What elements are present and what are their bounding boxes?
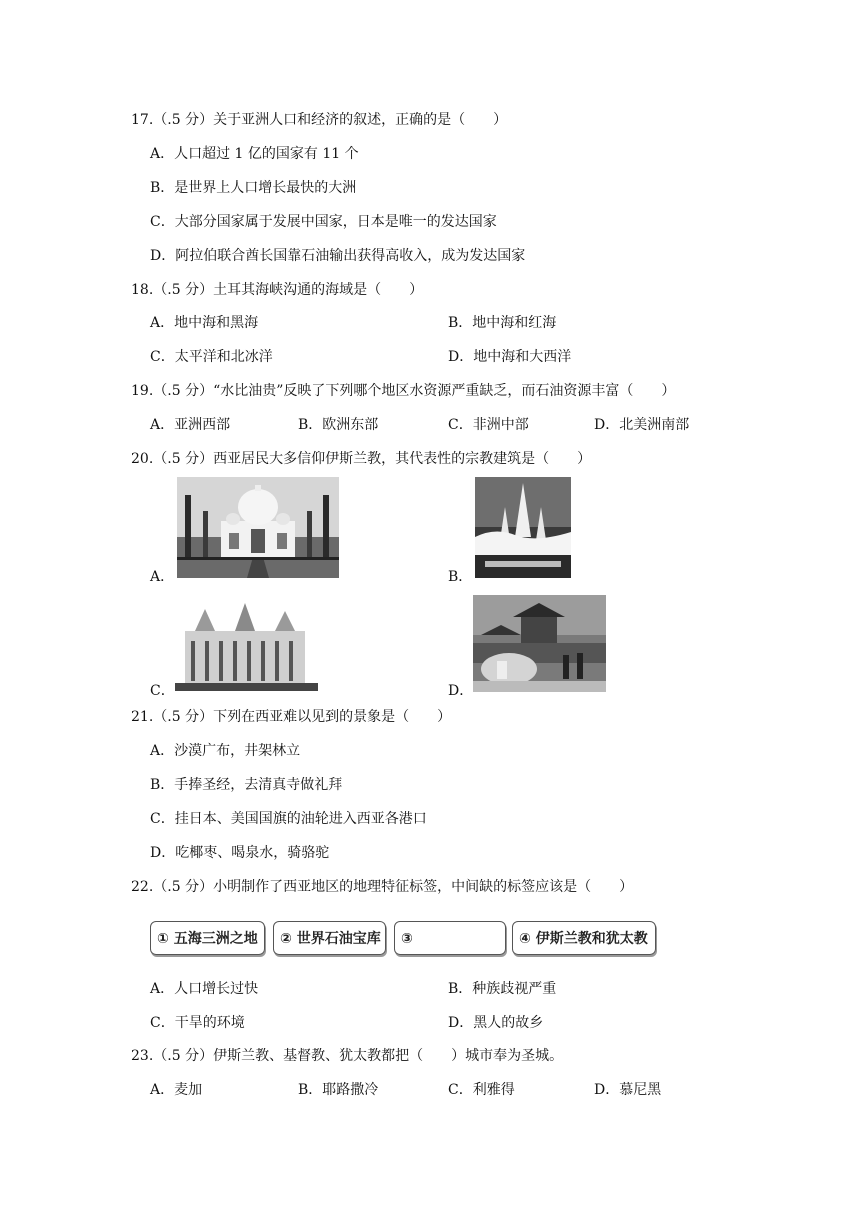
feature-tag-1: ① 五海三洲之地 (150, 921, 265, 955)
stupa-temple-photo (475, 477, 571, 578)
question-22-option-b: B．种族歧视严重 (448, 981, 557, 997)
question-19-option-c: C．非洲中部 (448, 417, 529, 433)
question-22-option-a: A．人口增长过快 (150, 981, 259, 997)
question-17-stem: 17.（.5 分）关于亚洲人口和经济的叙述，正确的是（ ） (131, 112, 508, 128)
taj-mahal-photo (177, 477, 339, 578)
question-22-stem: 22.（.5 分）小明制作了西亚地区的地理特征标签，中间缺的标签应该是（ ） (131, 879, 634, 895)
question-23-option-a: A．麦加 (150, 1082, 203, 1098)
question-17-option-b: B．是世界上人口增长最快的大洲 (150, 180, 357, 196)
question-18-option-b: B．地中海和红海 (448, 315, 557, 331)
chinese-temple-photo (473, 595, 606, 692)
question-23-stem: 23.（.5 分）伊斯兰教、基督教、犹太教都把（ ）城市奉为圣城。 (131, 1048, 564, 1064)
question-20-option-a-label: A． (150, 569, 175, 585)
question-17-option-c: C．大部分国家属于发展中国家，日本是唯一的发达国家 (150, 214, 497, 230)
question-21-option-d: D．吃椰枣、喝泉水，骑骆驼 (150, 845, 330, 861)
question-18-option-c: C．太平洋和北冰洋 (150, 349, 273, 365)
question-23-option-b: B．耶路撒冷 (298, 1082, 379, 1098)
question-23-option-d: D．慕尼黑 (594, 1082, 662, 1098)
question-19-option-d: D．北美洲南部 (594, 417, 690, 433)
question-20-option-b-label: B． (448, 569, 473, 585)
feature-tag-2: ② 世界石油宝库 (273, 921, 386, 955)
question-20-stem: 20.（.5 分）西亚居民大多信仰伊斯兰教，其代表性的宗教建筑是（ ） (131, 451, 592, 467)
feature-tag-3: ③ (394, 921, 506, 955)
feature-tag-4: ④ 伊斯兰教和犹太教 (512, 921, 656, 955)
question-19-option-a: A．亚洲西部 (150, 417, 231, 433)
question-21-option-b: B．手捧圣经，去清真寺做礼拜 (150, 777, 343, 793)
question-20-option-d-label: D． (448, 683, 474, 699)
question-21-option-a: A．沙漠广布，井架林立 (150, 743, 301, 759)
question-18-stem: 18.（.5 分）土耳其海峡沟通的海域是（ ） (131, 282, 424, 298)
question-23-option-c: C．利雅得 (448, 1082, 515, 1098)
question-21-stem: 21.（.5 分）下列在西亚难以见到的景象是（ ） (131, 709, 452, 725)
question-17-option-d: D．阿拉伯联合酋长国靠石油输出获得高收入，成为发达国家 (150, 248, 526, 264)
cathedral-photo (175, 601, 318, 691)
question-18-option-a: A．地中海和黑海 (150, 315, 259, 331)
question-22-option-c: C．干旱的环境 (150, 1015, 245, 1031)
question-19-option-b: B．欧洲东部 (298, 417, 379, 433)
question-18-option-d: D．地中海和大西洋 (448, 349, 572, 365)
question-22-option-d: D．黑人的故乡 (448, 1015, 544, 1031)
question-20-option-c-label: C． (150, 683, 175, 699)
question-21-option-c: C．挂日本、美国国旗的油轮进入西亚各港口 (150, 811, 427, 827)
question-17-option-a: A．人口超过 1 亿的国家有 11 个 (150, 146, 359, 162)
question-19-stem: 19.（.5 分）“水比油贵”反映了下列哪个地区水资源严重缺乏，而石油资源丰富（ ） (131, 383, 676, 399)
